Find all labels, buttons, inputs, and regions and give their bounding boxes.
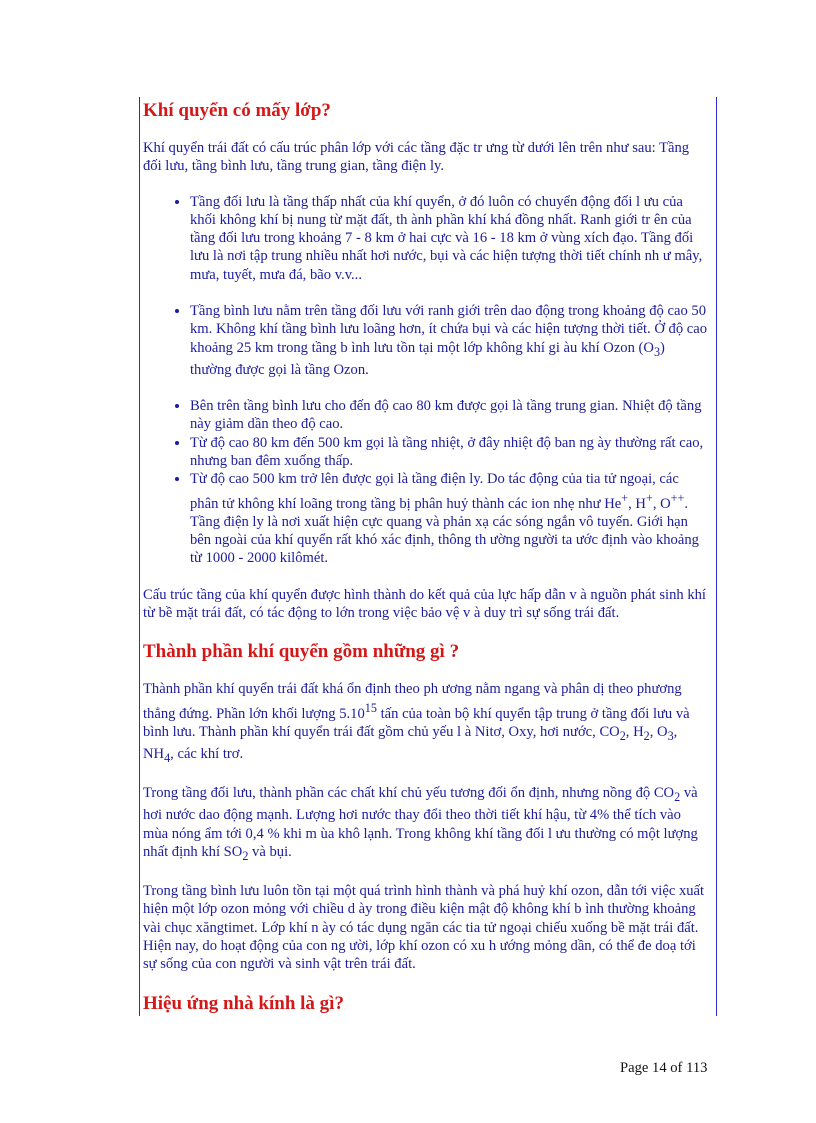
paragraph-ozone-layer: Trong tầng bình lưu luôn tồn tại một quá trình hình thành và phá huỷ khí ozon, dẫn tới việc xuất hiện một lớp ozon mỏng với chiều d ày trong điều kiện mật độ không khí b ình thường khoảng vài chục xăngtimet. Lớp khí n ày có tác dụng ngăn các tia tử ngoại chiếu xuống bề mặt trái đất. Hiện nay, do hoạt động của con ng ười, lớp khí ozon có xu h ướng mỏng dần, có thể đe doạ tới sự sống của con người và sinh vật trên trái đất.: [143, 883, 705, 973]
heading-greenhouse-effect: Hiệu ứng nhà kính là gì?: [143, 992, 344, 1014]
ozone-subscript: 3: [653, 344, 661, 359]
paragraph-outro: Cấu trúc tầng của khí quyển được hình thành do kết quả của lực hấp dẫn v à nguồn phát sinh khí từ bề mặt trái đất, có tác động to lớn trong việc bảo vệ v à duy trì sự sống trái đất.: [143, 586, 706, 621]
paragraph-intro: Khí quyển trái đất có cấu trúc phân lớp với các tầng đặc tr ưng từ dưới lên trên như sau: Tầng đối lưu, tầng bình lưu, tầng trung gian, tầng điện ly.: [143, 140, 690, 175]
stratosphere-text: Tầng bình lưu nằm trên tầng đối lưu với ranh giới trên dao động trong khoảng độ cao 50 km. Không khí tầng bình lưu loãng hơn, ít chứa bụi và các hiện tượng thời tiết. Ở độ cao khoảng 25 km trong tầng b ình lưu tồn tại một lớp không khí gi àu khí Ozon: [190, 303, 708, 356]
tropo-text-c: và bụi.: [248, 843, 292, 860]
o3-subscript: 3: [667, 728, 674, 743]
so2-subscript: 2: [242, 848, 249, 863]
h2-subscript: 2: [643, 728, 650, 743]
composition-text-a: Thành phần khí quyển trái đất khá ổn định theo ph ương nằm ngang và phân dị theo phương thẳng đứng. Phần lớn khối lượng 5.10: [143, 681, 682, 722]
tropo-text-b: và hơi nước dao động mạnh. Lượng hơi nước thay đổi theo thời tiết khí hậu, từ 4% thể tích vào mùa nóng ẩm tới 0,4 % khi m ùa khô lạnh. Trong không khí tầng đối l ưu thường có một lượng nhất định khí SO: [143, 785, 698, 860]
ion-o: , O: [652, 495, 671, 512]
list-item-troposphere: • Tầng đối lưu là tầng thấp nhất của khí quyển, ở đó luôn có chuyển động đối l ưu của khối không khí bị nung từ mặt đất, th ành phần khí khá đồng nhất. Ranh giới tr ên của tầng đối lưu trong khoảng 7 - 8 km ở hai cực và 16 - 18 km ở vùng xích đạo. Tầng đối lưu là nơi tập trung nhiều nhất hơi nước, bụi và các hiện tượng thời tiết chính nh ư mây, mưa, tuyết, mưa đá, bão v.v...: [190, 193, 709, 284]
composition-text-f: , các khí trơ.: [170, 745, 244, 762]
list-item-thermosphere: • Từ độ cao 80 km đến 500 km gọi là tầng nhiệt, ở đây nhiệt độ ban ng ày thường rất cao, nhưng ban đêm xuống thấp.: [190, 434, 709, 471]
ionosphere-tail: . Tầng điện ly là nơi xuất hiện cực quang và phản xạ các sóng ngắn vô tuyến. Giới hạn bên ngoài của khí quyển rất khó xác định, thông th ường người ta ước định vào khoảng từ 1000 - 2000 kilômét.: [190, 495, 699, 567]
composition-text-c: , H: [625, 723, 644, 740]
composition-text-d: , O: [649, 723, 668, 740]
mass-exponent: 15: [364, 700, 377, 715]
page-number: Page 14 of 113: [620, 1060, 708, 1076]
ion-sup-1: +: [621, 490, 629, 505]
layer-list: [143, 193, 709, 568]
paragraph-troposphere-gases: [143, 784, 709, 865]
ion-sup-2: +: [645, 490, 653, 505]
composition-text-b: tấn của toàn bộ khí quyển tập trung ở tầng đối lưu và bình lưu. Thành phần khí quyển trái đất gồm chủ yếu l à Nitơ, Oxy, hơi nước, CO: [143, 705, 690, 740]
heading-atmosphere-layers: Khí quyển có mấy lớp?: [143, 100, 331, 121]
heading-atmosphere-composition: Thành phần khí quyển gồm những gì ?: [143, 641, 460, 663]
ionosphere-text: Từ độ cao 500 km trở lên được gọi là tầng điện ly. Do tác động của tia tử ngoại, các phân tử không khí loãng trong tầng bị phân huỷ thành các ion nhẹ như He: [190, 471, 679, 512]
tropo-text-a: Trong tầng đối lưu, thành phần các chất khí chủ yếu tương đối ổn định, nhưng nồng độ CO: [143, 785, 675, 802]
document-content: [143, 97, 709, 1015]
paragraph-composition: [143, 680, 709, 767]
list-item-mesosphere: • Bên trên tầng bình lưu cho đến độ cao 80 km được gọi là tầng trung gian. Nhiệt độ tầng này giảm dần theo độ cao.: [190, 397, 709, 434]
ozone-rest: ) thường được gọi là tầng Ozon.: [190, 339, 665, 378]
co2-subscript: 2: [619, 728, 626, 743]
list-item-ionosphere: [190, 470, 709, 567]
nh4-subscript: 4: [164, 750, 171, 765]
co2-subscript-2: 2: [674, 790, 681, 805]
list-item-stratosphere: [190, 302, 709, 379]
ion-sup-3: ++: [670, 490, 685, 505]
ozone-open: (O: [638, 339, 654, 356]
ion-h: , H: [628, 495, 646, 512]
composition-text-e: , NH: [143, 723, 678, 762]
